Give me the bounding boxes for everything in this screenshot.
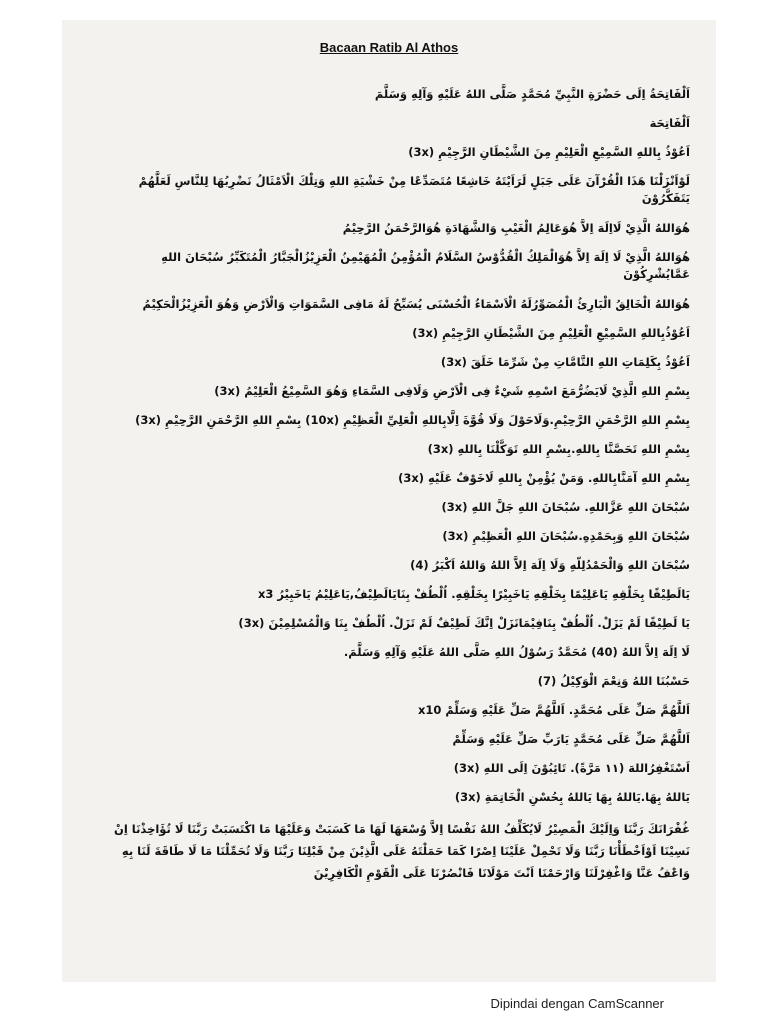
ratib-line: سُبْحَانَ اللهِ وَبِحَمْدِهِ.سُبْحَانَ اللهِ الْعَظِيْمِ (3x) [442, 529, 690, 543]
ratib-line: لَوْاَنْزَلْنَا هَذَا الْقُرْآنَ عَلَى جَبَلٍ لَرَاَيْتَهُ خَاشِعًا مُتَصَدِّعًا مِنْ خَشْيَةِ اللهِ وَتِلْكَ الْاَمْثَالُ نَضْرِبُهَا لِلنَّاسِ لَعَلَّهُمْ يَتَفَكَّرُوْنَ [138, 174, 690, 205]
page-title: Bacaan Ratib Al Athos [319, 40, 459, 55]
ratib-line: اَللَّهُمَّ صَلِّ عَلَى مُحَمَّدٍ. اَللَّهُمَّ صَلِّ عَلَيْهِ وَسَلِّمْ x10 [417, 703, 690, 717]
ratib-line: اَسْتَغْفِرُاللهَ (١١ مَرَّةً). تَائِبُوْنَ اِلَى اللهِ (3x) [453, 761, 690, 775]
ratib-line: يَاللهُ بِهَا.يَاللهُ بِهَا يَاللهُ بِحُسْنِ الْخَاتِمَةِ (3x) [454, 790, 690, 804]
ratib-line: هُوَاللهُ الَّذِيْ لَا اِلَهَ اِلاَّ هُوَالْمَلِكُ الْقُدُّوْسُ السَّلَامُ الْمُؤْمِنُ الْمُهَيْمِنُ الْعَزِيْزُالْجَبَّارُ الْمُتَكَبِّرُ سُبْحَانَ اللهِ عَمَّايُشْرِكُوْنَ [161, 250, 690, 281]
ratib-line: اَعُوْذُ بِكَلِمَاتِ اللهِ التَّامَّاتِ مِنْ شَرِّمَا خَلَقَ (3x) [440, 355, 690, 369]
ratib-line: لَا اِلَهَ اِلاَّ اللهُ (40) مُحَمَّدٌ رَسُوْلُ اللهِ صَلَّى اللهُ عَلَيْهِ وَآلِهِ وَسَلَّمَ. [343, 645, 690, 659]
ratib-line: بِسْمِ اللهِ الَّذِيْ لَايَضُرُّمَعَ اسْمِهِ شَيْءٌ فِى الْاَرْضِ وَلَافِى السَّمَاءِ وَهُوَ السَّمِيْعُ الْعَلِيْمُ (3x) [214, 384, 690, 398]
ratib-line: هُوَاللهُ الْخَالِقُ الْبَارِئُ الْمُصَوِّرُلَهُ الْاَسْمَاءُ الْحُسْنَى يُسَبِّحُ لَهُ مَافِى السَّمَوَاتِ وَالْاَرْضِ وَهُوَ الْعَزِيْزُالْحَكِيْمُ [142, 297, 690, 311]
ratib-line: اَعُوْذُبِاللهِ السَّمِيْعِ الْعَلِيْمِ مِنَ الشَّيْطَانِ الرَّجِيْمِ (3x) [412, 326, 690, 340]
ratib-line: سُبْحَانَ اللهِ عَزَّاللهِ. سُبْحَانَ اللهِ جَلَّ اللهِ (3x) [441, 500, 690, 514]
scanned-page [62, 20, 716, 982]
ratib-line: هُوَاللهُ الَّذِيْ لَااِلَهَ اِلاَّ هُوَعَالِمُ الْغَيْبِ وَالشَّهَادَةِ هُوَالرَّحْمَنُ الرَّحِيْمُ [342, 221, 690, 235]
ratib-line: اَللَّهُمَّ صَلِّ عَلَى مُحَمَّدٍ يَارَبِّ صَلِّ عَلَيْهِ وَسَلِّمْ [452, 732, 690, 746]
ratib-line: اَعُوْذُ بِاللهِ السَّمِيْعِ الْعَلِيْمِ مِنَ الشَّيْطَانِ الرَّجِيْمِ (3x) [408, 145, 690, 159]
ratib-line: بِسْمِ اللهِ آمَنَّابِاللهِ. وَمَنْ يُؤْمِنْ بِاللهِ لَاخَوْفٌ عَلَيْهِ (3x) [398, 471, 690, 485]
ratib-line: سُبْحَانَ اللهِ وَالْحَمْدُلِلّهِ وَلَا اِلَهَ اِلاَّ اللهُ وَاللهُ اَكْبَرُ (4) [410, 558, 690, 572]
ratib-text [100, 86, 690, 884]
ratib-line: يَا لَطِيْفًا لَمْ يَزَلْ. اُلْطُفْ بِنَافِيْمَانَزَلْ اِنَّكَ لَطِيْفٌ لَمْ تَزَلْ. اُلْطُفْ بِنَا وَالْمُسْلِمِيْنَ (3x) [238, 616, 690, 630]
ratib-line: بِسْمِ اللهِ الرَّحْمَنِ الرَّحِيْمِ.وَلَاحَوْلَ وَلَا قُوَّةَ اِلَّابِاللهِ الْعَلِيِّ الْعَظِيْمِ (10x) بِسْمِ اللهِ الرَّحْمَنِ الرَّحِيْمِ (3x) [135, 413, 690, 427]
ratib-line: حَسْبُنَا اللهُ وَنِعْمَ الْوَكِيْلُ (7) [537, 674, 690, 688]
final-paragraph: غُفْرَانَكَ رَبَّنَا وَاِلَيْكَ الْمَصِيْرُ لَايُكَلِّفُ اللهُ نَفْسًا اِلاَّ وُسْعَهَا لَهَا مَا كَسَبَتْ وَعَلَيْهَا مَا اكْتَسَبَتْ رَبَّنَا لَا تُؤَاخِذْنَا اِنْ نَسِيْنَا اَوْاَخْطَأْنَا رَبَّنَا وَلَا تَحْمِلْ عَلَيْنَا اِصْرًا كَمَا حَمَلْتَهُ عَلَى الَّذِيْنَ مِنْ قَبْلِنَا رَبَّنَا وَلَا تُحَمِّلْنَا مَا لَا طَاقَةَ لَنَا بِهِ وَاعْفُ عَنَّا وَاغْفِرْلَنَا وَارْحَمْنَا اَنْتَ مَوْلَانَا فَانْصُرْنَا عَلَى الْقَوْمِ الْكَافِرِيْنَ [114, 822, 690, 880]
ratib-line: بِسْمِ اللهِ تَحَصَّنَّا بِاللهِ.بِسْمِ اللهِ تَوَكَّلْنَا بِاللهِ (3x) [427, 442, 690, 456]
ratib-line: اَلْفَاتِحَةُ اِلَى حَضْرَةِ النَّبِيِّ مُحَمَّدٍ صَلَّى اللهُ عَلَيْهِ وَآلِهِ وَسَلَّمَ [374, 87, 690, 101]
scanner-watermark: Dipindai dengan CamScanner [490, 996, 664, 1011]
ratib-line: يَالَطِيْفًا بِخَلْقِهِ يَاعَلِيْمًا بِخَلْقِهِ يَاخَبِيْرًا بِخَلْقِهِ. اُلْطُفْ بِنَايَالَطِيْفُ,يَاعَلِيْمُ يَاخَبِيْرُ x3 [257, 587, 690, 601]
ratib-line: اَلْفَاتِحَة [649, 116, 690, 130]
